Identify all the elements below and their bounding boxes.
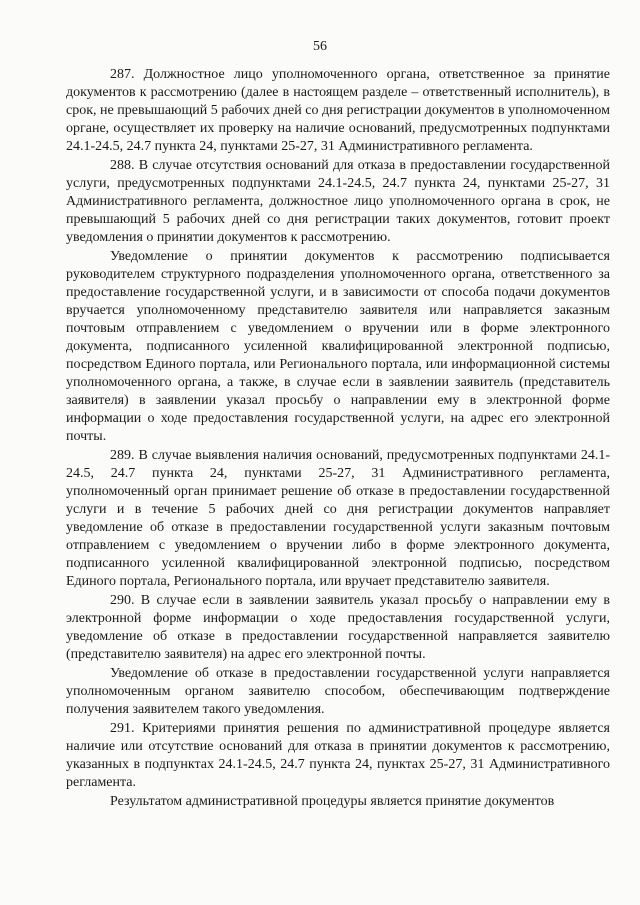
paragraph-289: 289. В случае выявления наличия оснований, предусмотренных подпунктами 24.1-24.5, 24.7 пункта 24, пунктами 25-27, 31 Административного регламента, уполномоченный орган принимает решение об отказе в предоставлении государственной услуги и в течение 5 рабочих дней со дня регистрации документов направляет уведомление об отказе в предоставлении государственной услуги заказным почтовым отправлением с уведомлением о вручении либо в форме электронного документа, подписанного усиленной квалифицированной электронной подписью, посредством Единого портала, Регионального портала, или вручает представителю заявителя. xyxy=(66,448,610,589)
page-number: 56 xyxy=(313,39,327,54)
paragraph-288: 288. В случае отсутствия оснований для отказа в предоставлении государственной услуги, предусмотренных подпунктами 24.1-24.5, 24.7 пункта 24, пунктами 25-27, 31 Административного регламента, должностное лицо уполномоченного органа в срок, не превышающий 5 рабочих дней со дня регистрации таких документов, готовит проект уведомления о принятии документов к рассмотрению. xyxy=(66,158,610,245)
paragraph-290: 290. В случае если в заявлении заявитель указал просьбу о направлении ему в электронной форме информации о ходе предоставления государственной услуги, уведомление об отказе в предоставлении государственной направляется заявителю (представителю заявителя) на адрес его электронной почты. xyxy=(66,593,610,662)
paragraph-acceptance-notice: Уведомление о принятии документов к рассмотрению подписывается руководителем структурного подразделения уполномоченного органа, ответственного за предоставление государственной услуги, и в зависимости от способа подачи документов вручается уполномоченному представителю заявителя или направляется заказным почтовым отправлением с уведомлением о вручении или в форме электронного документа, подписанного усиленной квалифицированной электронной подписью, посредством Единого портала, или Регионального портала, или информационной системы уполномоченного органа, а также, в случае если в заявлении заявитель (представитель заявителя) в заявлении указал просьбу о направлении ему в электронной форме информации о ходе предоставления государственной услуги, на адрес его электронной почты. xyxy=(66,249,610,444)
paragraph-refusal-notice: Уведомление об отказе в предоставлении государственной услуги направляется уполномоченным органом заявителю способом, обеспечивающим подтверждение получения заявителем такого уведомления. xyxy=(66,666,610,717)
paragraph-287: 287. Должностное лицо уполномоченного органа, ответственное за принятие документов к рассмотрению (далее в настоящем разделе – ответственный исполнитель), в срок, не превышающий 5 рабочих дней со дня регистрации документов в уполномоченном органе, осуществляет их проверку на наличие оснований, предусмотренных подпунктами 24.1-24.5, 24.7 пункта 24, пунктами 25-27, 31 Административного регламента. xyxy=(66,67,610,154)
paragraph-291: 291. Критериями принятия решения по административной процедуре является наличие или отсутствие оснований для отказа в принятии документов к рассмотрению, указанных в подпунктах 24.1-24.5, 24.7 пункта 24, пунктах 25-27, 31 Административного регламента. xyxy=(66,721,610,790)
document-body xyxy=(66,66,610,812)
paragraph-result: Результатом административной процедуры является принятие документов xyxy=(110,794,555,809)
